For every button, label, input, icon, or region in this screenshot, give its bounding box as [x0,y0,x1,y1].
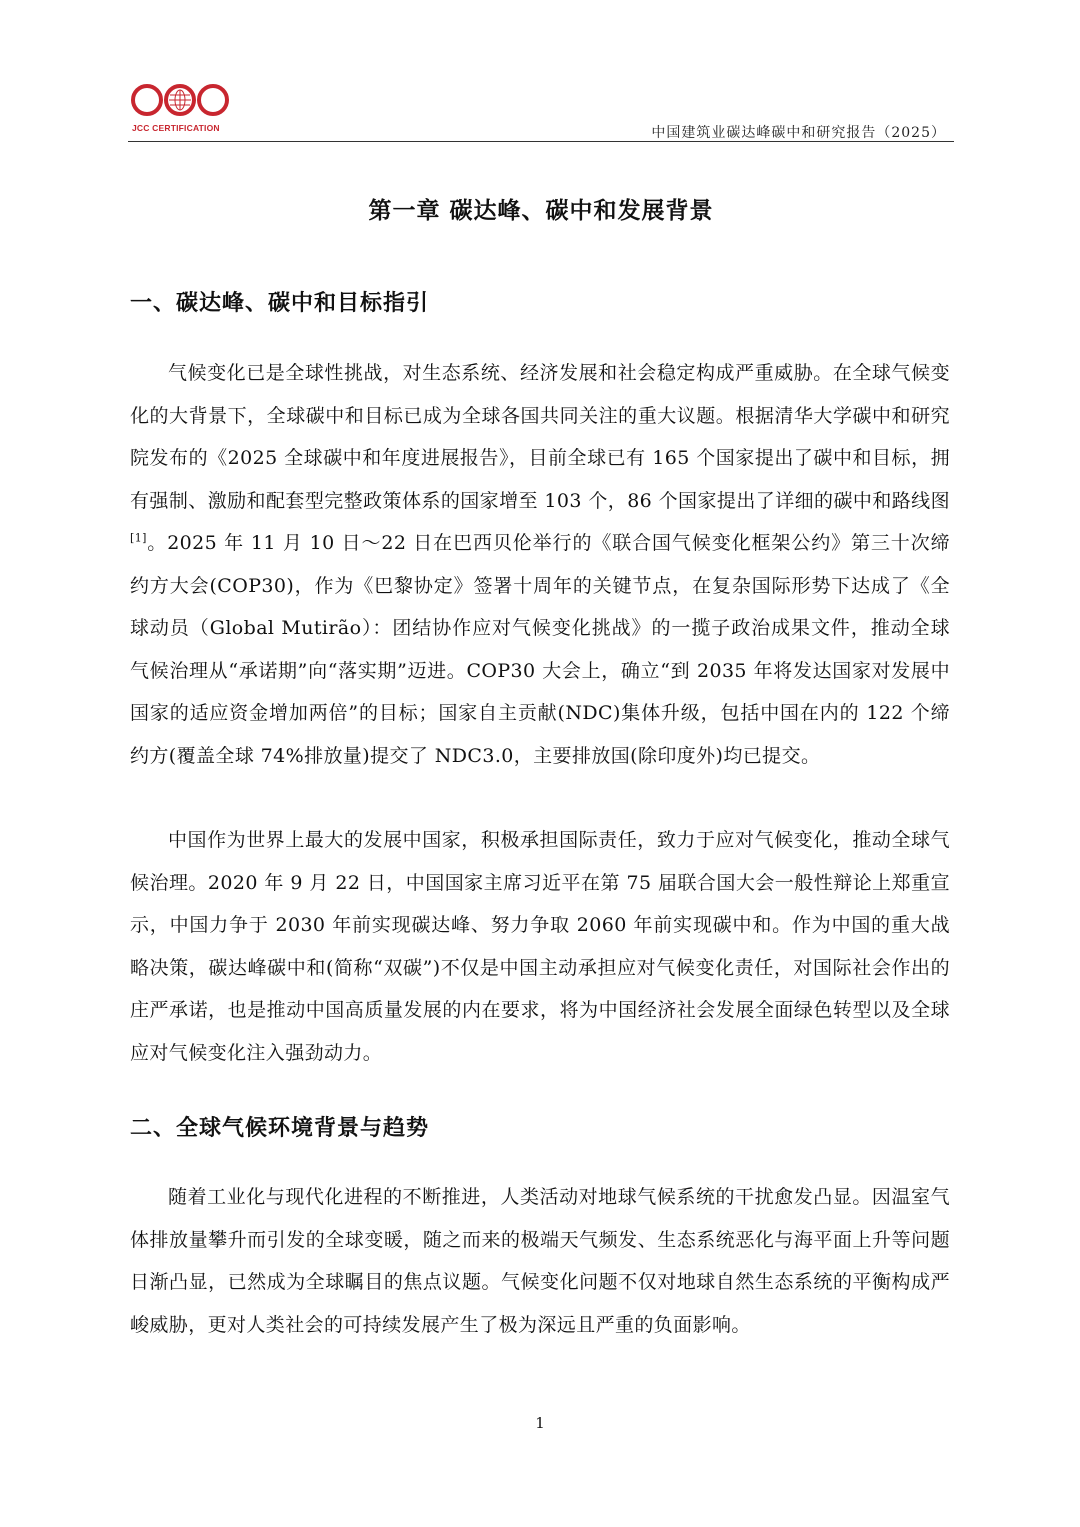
paragraph-1-text-b: 。2025 年 11 月 10 日～22 日在巴西贝伦举行的《联合国气候变化框架公约》第三十次缔约方大会(COP30)，作为《巴黎协定》签署十周年的关键节点，在复杂国际形势下达成了《全球动员（Global Mutirão）：团结协作应对气候变化挑战》的一揽子政治成果文件，推动全球气候治理从“承诺期”向“落实期”迈进。COP30 大会上，确立“到 2035 年将发达国家对发展中国家的适应资金增加两倍”的目标；国家自主贡献(NDC)集体升级，包括中国在内的 122 个缔约方(覆盖全球 74%排放量)提交了 NDC3.0，主要排放国(除印度外)均已提交。 [130,532,950,767]
jcc-rings-icon [130,78,230,122]
chapter-title: 第一章 碳达峰、碳中和发展背景 [368,197,714,224]
logo-text: JCC CERTIFICATION [132,123,220,133]
report-title: 中国建筑业碳达峰碳中和研究报告（2025） [651,125,946,141]
paragraph-3: 随着工业化与现代化进程的不断推进，人类活动对地球气候系统的干扰愈发凸显。因温室气体排放量攀升而引发的全球变暖，随之而来的极端天气频发、生态系统恶化与海平面上升等问题日渐凸显，已然成为全球瞩目的焦点议题。气候变化问题不仅对地球自然生态系统的平衡构成严峻威胁，更对人类社会的可持续发展产生了极为深远且严重的负面影响。 [130,1186,950,1336]
page-number: 1 [535,1414,545,1432]
section-heading-1: 一、碳达峰、碳中和目标指引 [130,290,430,316]
paragraph-1-text-a: 气候变化已是全球性挑战，对生态系统、经济发展和社会稳定构成严重威胁。在全球气候变化的大背景下，全球碳中和目标已成为全球各国共同关注的重大议题。根据清华大学碳中和研究院发布的《2025 全球碳中和年度进展报告》，目前全球已有 165 个国家提出了碳中和目标，拥有强制、激励和配套型完整政策体系的国家增至 103 个，86 个国家提出了详细的碳中和路线图 [130,362,950,512]
jcc-logo [128,78,238,138]
section-heading-2: 二、全球气候环境背景与趋势 [130,1115,430,1141]
header-divider [128,141,954,142]
paragraph-1 [130,352,950,777]
paragraph-2: 中国作为世界上最大的发展中国家，积极承担国际责任，致力于应对气候变化，推动全球气候治理。2020 年 9 月 22 日，中国国家主席习近平在第 75 届联合国大会一般性辩论上郑重宣示，中国力争于 2030 年前实现碳达峰、努力争取 2060 年前实现碳中和。作为中国的重大战略决策，碳达峰碳中和(简称“双碳”)不仅是中国主动承担应对气候变化责任，对国际社会作出的庄严承诺，也是推动中国高质量发展的内在要求，将为中国经济社会发展全面绿色转型以及全球应对气候变化注入强劲动力。 [130,829,950,1064]
citation-ref[interactable]: [1] [130,531,147,545]
page-header [128,78,954,144]
